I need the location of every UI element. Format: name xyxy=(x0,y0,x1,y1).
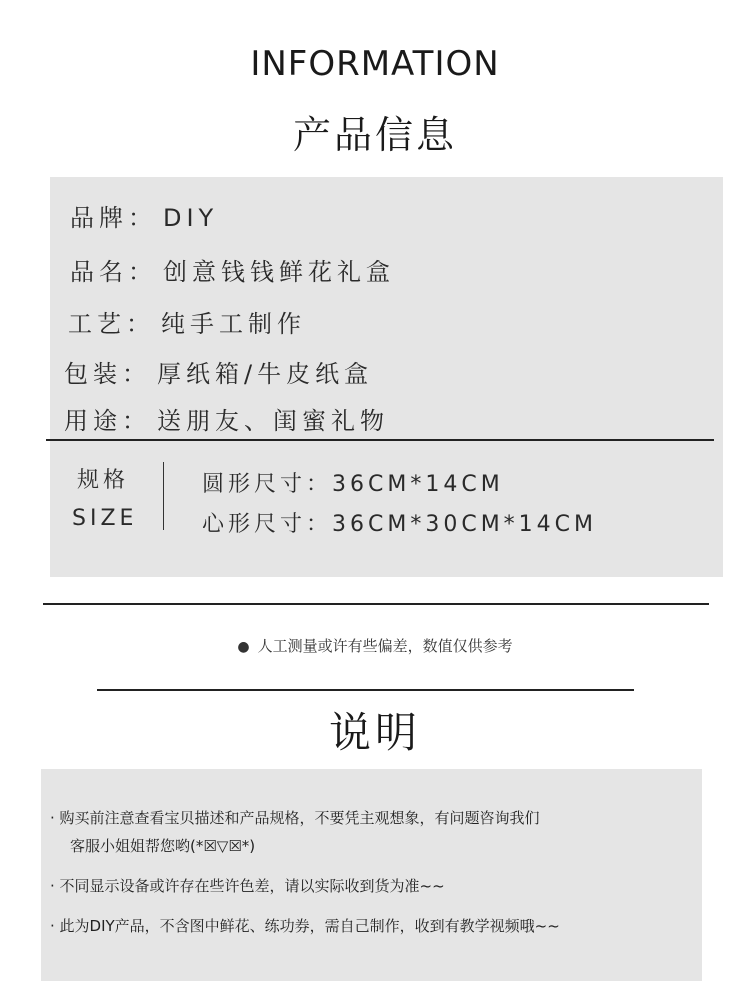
explain-item-3: · 此为DIY产品，不含图中鲜花、练功券，需自己制作，收到有教学视频哦~~ xyxy=(50,917,560,935)
info-label-package: 包装： xyxy=(64,360,151,388)
info-value-name: 创意钱钱鲜花礼盒 xyxy=(163,258,395,286)
size-vertical-divider xyxy=(163,462,164,530)
title-explain: 说明 xyxy=(328,708,421,757)
explain-item-2: · 不同显示设备或许存在些许色差，请以实际收到货为准~~ xyxy=(50,877,445,895)
info-label-craft: 工艺： xyxy=(68,310,155,338)
info-row-craft xyxy=(68,304,306,339)
title-information: INFORMATION xyxy=(250,44,500,84)
section-divider-line xyxy=(43,603,709,605)
explain-item-1-cont: 客服小姐姐帮您哟(*☒▽☒*) xyxy=(70,837,256,855)
info-label-name: 品名： xyxy=(70,258,157,286)
info-value-brand: DIY xyxy=(163,204,219,232)
info-divider-line xyxy=(46,439,714,441)
info-value-usage: 送朋友、闺蜜礼物 xyxy=(157,407,389,435)
info-label-usage: 用途： xyxy=(64,407,151,435)
info-value-package: 厚纸箱/牛皮纸盒 xyxy=(157,360,374,388)
info-row-name xyxy=(70,252,395,287)
measurement-note-text: 人工测量或许有些偏差，数值仅供参考 xyxy=(257,637,513,655)
info-row-usage xyxy=(64,401,389,436)
size-round: 圆形尺寸：36CM*14CM xyxy=(202,472,504,497)
explain-divider-line xyxy=(97,689,634,691)
measurement-note xyxy=(0,635,750,656)
size-label-en: SIZE xyxy=(72,506,138,531)
info-label-brand: 品牌： xyxy=(70,204,157,232)
info-row-package xyxy=(64,354,373,389)
title-product-info: 产品信息 xyxy=(292,113,457,157)
bullet-icon: ● xyxy=(237,639,250,655)
info-row-brand xyxy=(70,198,218,233)
explain-item-1: · 购买前注意查看宝贝描述和产品规格，不要凭主观想象，有问题咨询我们 xyxy=(50,809,540,827)
info-value-craft: 纯手工制作 xyxy=(161,310,306,338)
size-heart: 心形尺寸：36CM*30CM*14CM xyxy=(202,512,598,537)
size-label-cn: 规格 xyxy=(77,468,130,493)
